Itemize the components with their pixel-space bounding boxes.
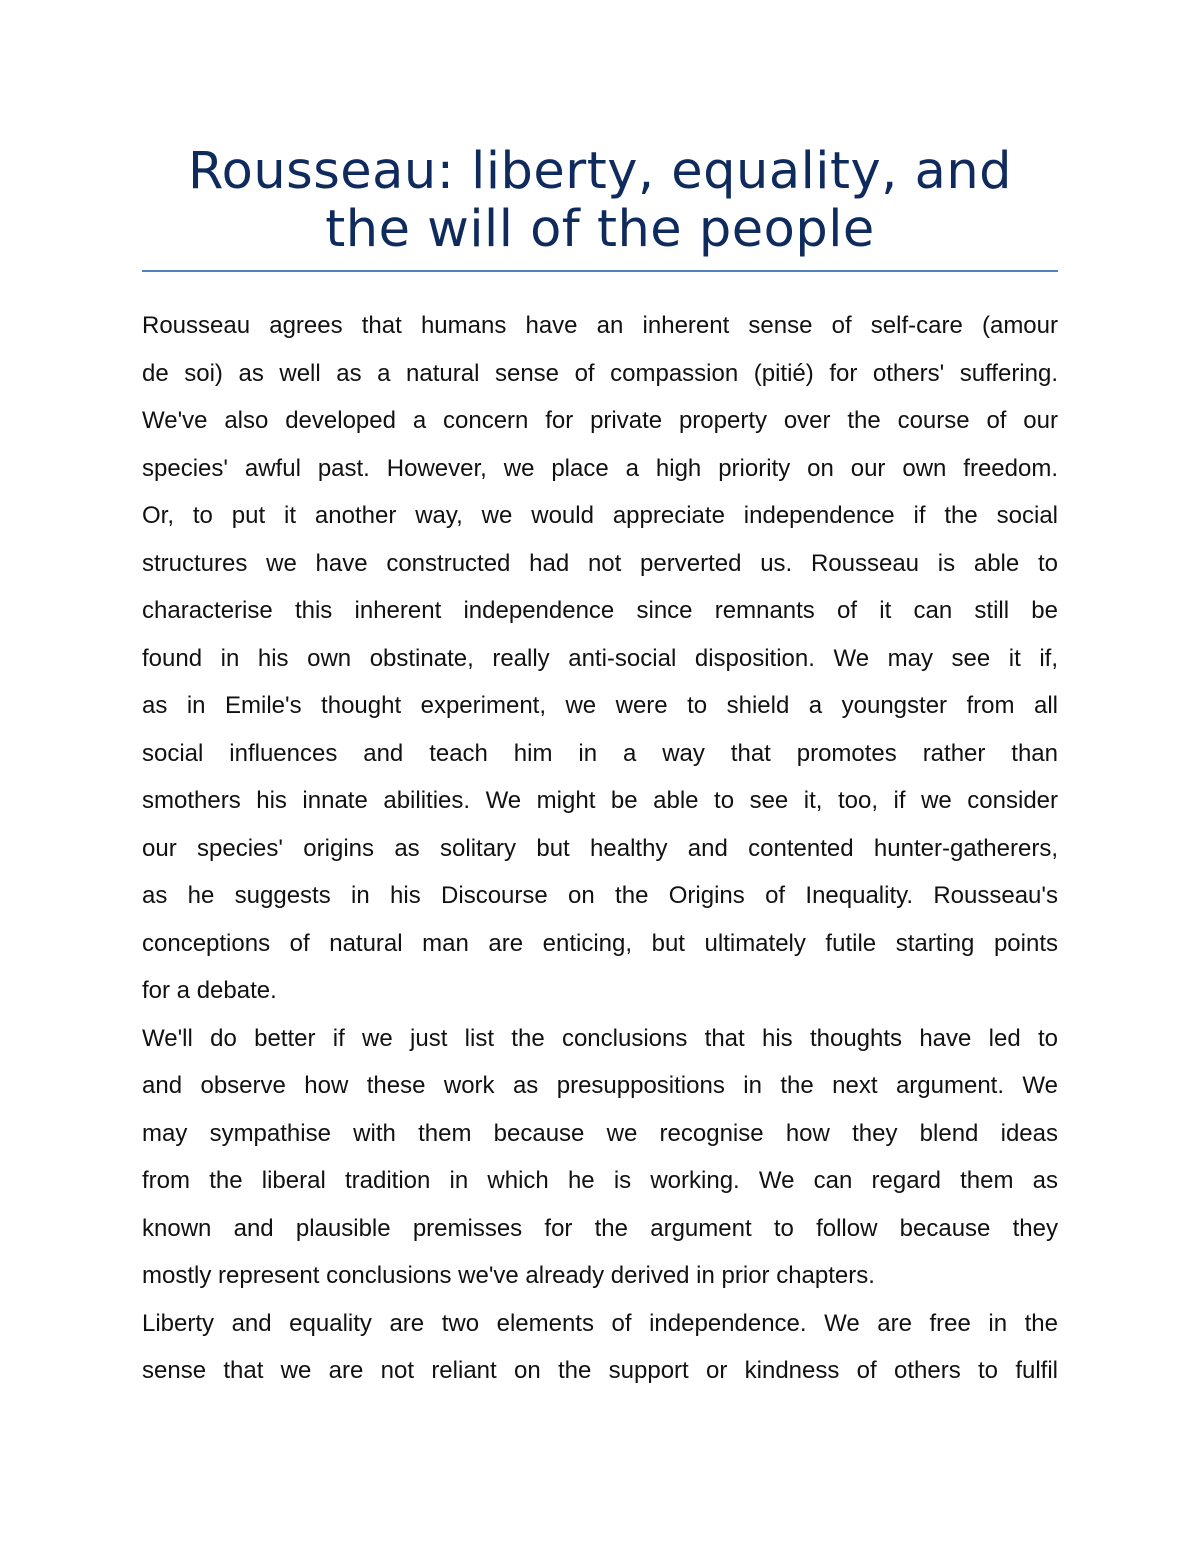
title-line: Rousseau: liberty, equality, and: [187, 142, 1013, 201]
text-line: as he suggests in his Discourse on the Origins of Inequality. Rousseau's: [142, 882, 1058, 909]
text-line: from the liberal tradition in which he is working. We can regard them as: [142, 1167, 1058, 1194]
text-line: may sympathise with them because we recognise how they blend ideas: [142, 1119, 1058, 1147]
text-line: We've also developed a concern for private property over the course of our: [142, 407, 1058, 434]
text-line: We'll do better if we just list the conclusions that his thoughts have led to: [142, 1024, 1058, 1052]
text-line: as in Emile's thought experiment, we were to shield a youngster from all: [142, 692, 1058, 719]
text-line: characterise this inherent independence since remnants of it can still be: [142, 597, 1058, 624]
text-line: social influences and teach him in a way that promotes rather than: [142, 739, 1058, 767]
text-line: Rousseau agrees that humans have an inherent sense of self-care (amour: [142, 312, 1058, 339]
text-line: smothers his innate abilities. We might be able to see it, too, if we consider: [142, 787, 1058, 814]
paragraph: [142, 1015, 1058, 1300]
text-line: sense that we are not reliant on the support or kindness of others to fulfil: [142, 1357, 1058, 1384]
text-line: de soi) as well as a natural sense of compassion (pitié) for others' suffering.: [142, 359, 1058, 387]
text-line: structures we have constructed had not perverted us. Rousseau is able to: [142, 549, 1058, 577]
text-line: conceptions of natural man are enticing, but ultimately futile starting points: [142, 929, 1058, 957]
paragraph: [142, 302, 1058, 1015]
paragraph: [142, 1300, 1058, 1395]
text-line: Liberty and equality are two elements of independence. We are free in the: [142, 1309, 1058, 1337]
text-line: and observe how these work as presuppositions in the next argument. We: [142, 1072, 1058, 1099]
text-line: found in his own obstinate, really anti-social disposition. We may see it if,: [142, 644, 1058, 672]
text-line: our species' origins as solitary but healthy and contented hunter-gatherers,: [142, 834, 1058, 862]
text-line: Or, to put it another way, we would appreciate independence if the social: [142, 502, 1058, 529]
text-line: mostly represent conclusions we've already derived in prior chapters.: [142, 1262, 875, 1289]
text-line: known and plausible premisses for the argument to follow because they: [142, 1214, 1058, 1242]
title-underline-divider: [142, 270, 1058, 272]
document-title: [142, 143, 1058, 259]
document-body: [142, 302, 1058, 1395]
title-line: the will of the people: [325, 200, 875, 259]
text-line: species' awful past. However, we place a high priority on our own freedom.: [142, 454, 1058, 482]
document-page: [142, 0, 1058, 1395]
text-line: for a debate.: [142, 977, 277, 1004]
